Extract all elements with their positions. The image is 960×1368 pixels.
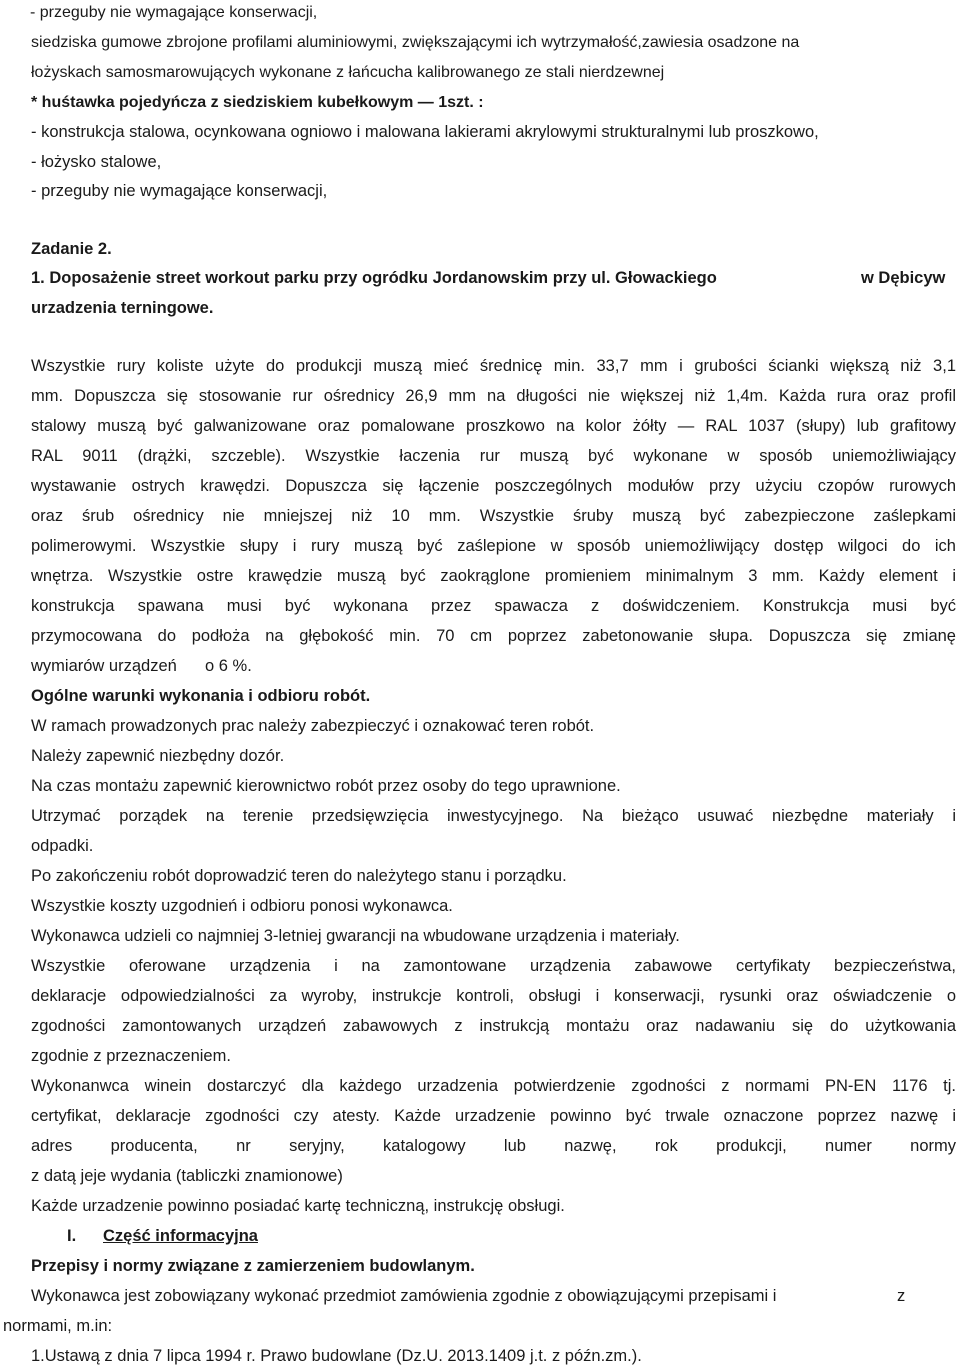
paragraph: Wykonawca jest zobowiązany wykonać przedmiot zamówienia zgodnie z obowiązującymi przepisami i xyxy=(31,1287,777,1305)
spec-line: oraz śrub ośrednicy nie mniejszej niż 10 mm. Wszystkie śruby muszą być zabezpieczone zaślepkami xyxy=(31,507,956,525)
list-item: - konstrukcja stalowa, ocynkowana ogniowo i malowana lakierami akrylowymi strukturalnymi lub proszkowo, xyxy=(31,123,819,141)
paragraph: certyfikat, deklaracje zgodności czy atesty. Każde urzadzenie powinno być trwale oznaczone poprzez nazwę i xyxy=(31,1107,956,1125)
spec-line: przymocowana do podłoża na głębokość min. 70 cm poprzez zabetonowanie słupa. Dopuszcza się zmianę xyxy=(31,627,956,645)
spec-line: wystawanie ostrych krawędzi. Dopuszcza się łączenie poszczególnych modułów przy użyciu czopów rurowych xyxy=(31,477,956,495)
spec-line: stalowy muszą być galwanizowane oraz pomalowane proszkowo na kolor żółty — RAL 1037 (słupy) lub grafitowy xyxy=(31,417,956,435)
paragraph: adres producenta, nr seryjny, katalogowy lub nazwę, rok produkcji, numer normy xyxy=(31,1137,956,1155)
section-title: Część informacyjna xyxy=(103,1227,258,1245)
section-heading: * huśtawka pojedyńcza z siedziskiem kubełkowym — 1szt. : xyxy=(31,94,484,111)
paragraph: Wszystkie koszty uzgodnień i odbioru ponosi wykonawca. xyxy=(31,897,453,915)
paragraph: zgodnie z przeznaczeniem. xyxy=(31,1047,231,1065)
spec-line: mm. Dopuszcza się stosowanie rur ośrednicy 26,9 mm na długości nie większej niż 1,4m. Każda rura oraz profil xyxy=(31,387,956,405)
section-heading: Ogólne warunki wykonania i odbioru robót. xyxy=(31,687,371,705)
spec-line: konstrukcja spawana musi być wykonana przez spawacza z doświdczeniem. Konstrukcja musi być xyxy=(31,597,956,615)
list-item: siedziska gumowe zbrojone profilami aluminiowymi, zwiększającymi ich wytrzymałość,zawiesia osadzone na xyxy=(31,34,800,51)
paragraph: Utrzymać porządek na terenie przedsięwzięcia inwestycyjnego. Na bieżąco usuwać niezbędne materiały i xyxy=(31,807,956,825)
spec-line: o 6 %. xyxy=(205,657,252,675)
paragraph: odpadki. xyxy=(31,837,94,855)
task-item-right: w Dębicyw xyxy=(861,269,946,287)
list-item: - przeguby nie wymagające konserwacji, xyxy=(30,4,318,21)
spec-line: wnętrza. Wszystkie ostre krawędzie muszą być zaokrąglone promieniem minimalnym 3 mm. Każdy element i xyxy=(31,567,956,585)
paragraph: normami, m.in: xyxy=(3,1317,113,1335)
spec-line: RAL 9011 (drążki, szczeble). Wszystkie łaczenia rur muszą być wykonane w sposób uniemożliwiający xyxy=(31,447,956,465)
list-item: - przeguby nie wymagające konserwacji, xyxy=(31,182,328,200)
task-item-line2: urzadzenia terningowe. xyxy=(31,299,214,317)
paragraph: Na czas montażu zapewnić kierownictwo robót przez osoby do tego uprawnione. xyxy=(31,777,621,795)
section-numeral: I. xyxy=(67,1227,77,1245)
section-heading: Przepisy i normy związane z zamierzeniem budowlanym. xyxy=(31,1257,475,1275)
paragraph: Po zakończeniu robót doprowadzić teren do należytego stanu i porządku. xyxy=(31,867,567,885)
paragraph: 1.Ustawą z dnia 7 lipca 1994 r. Prawo budowlane (Dz.U. 2013.1409 j.t. z późn.zm.). xyxy=(31,1347,642,1365)
paragraph: Każde urzadzenie powinno posiadać kartę techniczną, instrukcję obsługi. xyxy=(31,1197,565,1215)
spec-line: wymiarów urządzeń xyxy=(31,657,177,675)
spec-line: Wszystkie rury koliste użyte do produkcji muszą mieć średnicę min. 33,7 mm i grubości ścianki większą niż 3,1 xyxy=(31,357,956,375)
paragraph: W ramach prowadzonych prac należy zabezpieczyć i oznakować teren robót. xyxy=(31,717,595,735)
paragraph: z xyxy=(897,1287,906,1305)
list-item: łożyskach samosmarowujących wykonane z łańcucha kalibrowanego ze stali nierdzewnej xyxy=(31,64,665,81)
list-item: - łożysko stalowe, xyxy=(31,153,162,171)
paragraph: z datą jeje wydania (tabliczki znamionowe) xyxy=(31,1167,343,1185)
paragraph: Wykonanwca winein dostarczyć dla każdego urzadzenia potwierdzenie zgodności z normami PN-EN 1176 tj. xyxy=(31,1077,956,1095)
spec-line: polimerowymi. Wszystkie słupy i rury muszą być zaślepione w sposób uniemożliwijący dostęp wilgoci do ich xyxy=(31,537,956,555)
paragraph: Wykonawca udzieli co najmniej 3-letniej gwarancji na wbudowane urządzenia i materiały. xyxy=(31,927,680,945)
paragraph: Należy zapewnić niezbędny dozór. xyxy=(31,747,285,765)
task-item-left: 1. Doposażenie street workout parku przy ogródku Jordanowskim przy ul. Głowackiego xyxy=(31,269,717,287)
paragraph: Wszystkie oferowane urządzenia i na zamontowane urządzenia zabawowe certyfikaty bezpieczeństwa, xyxy=(31,957,956,975)
paragraph: deklaracje odpowiedzialności za wyroby, instrukcje kontroli, obsługi i konserwacji, rysunki oraz oświadczenie o xyxy=(31,987,956,1005)
paragraph: zgodności zamontowanych urządzeń zabawowych z instrukcją montażu oraz nadawaniu się do użytkowania xyxy=(31,1017,956,1035)
task-title: Zadanie 2. xyxy=(31,240,112,258)
